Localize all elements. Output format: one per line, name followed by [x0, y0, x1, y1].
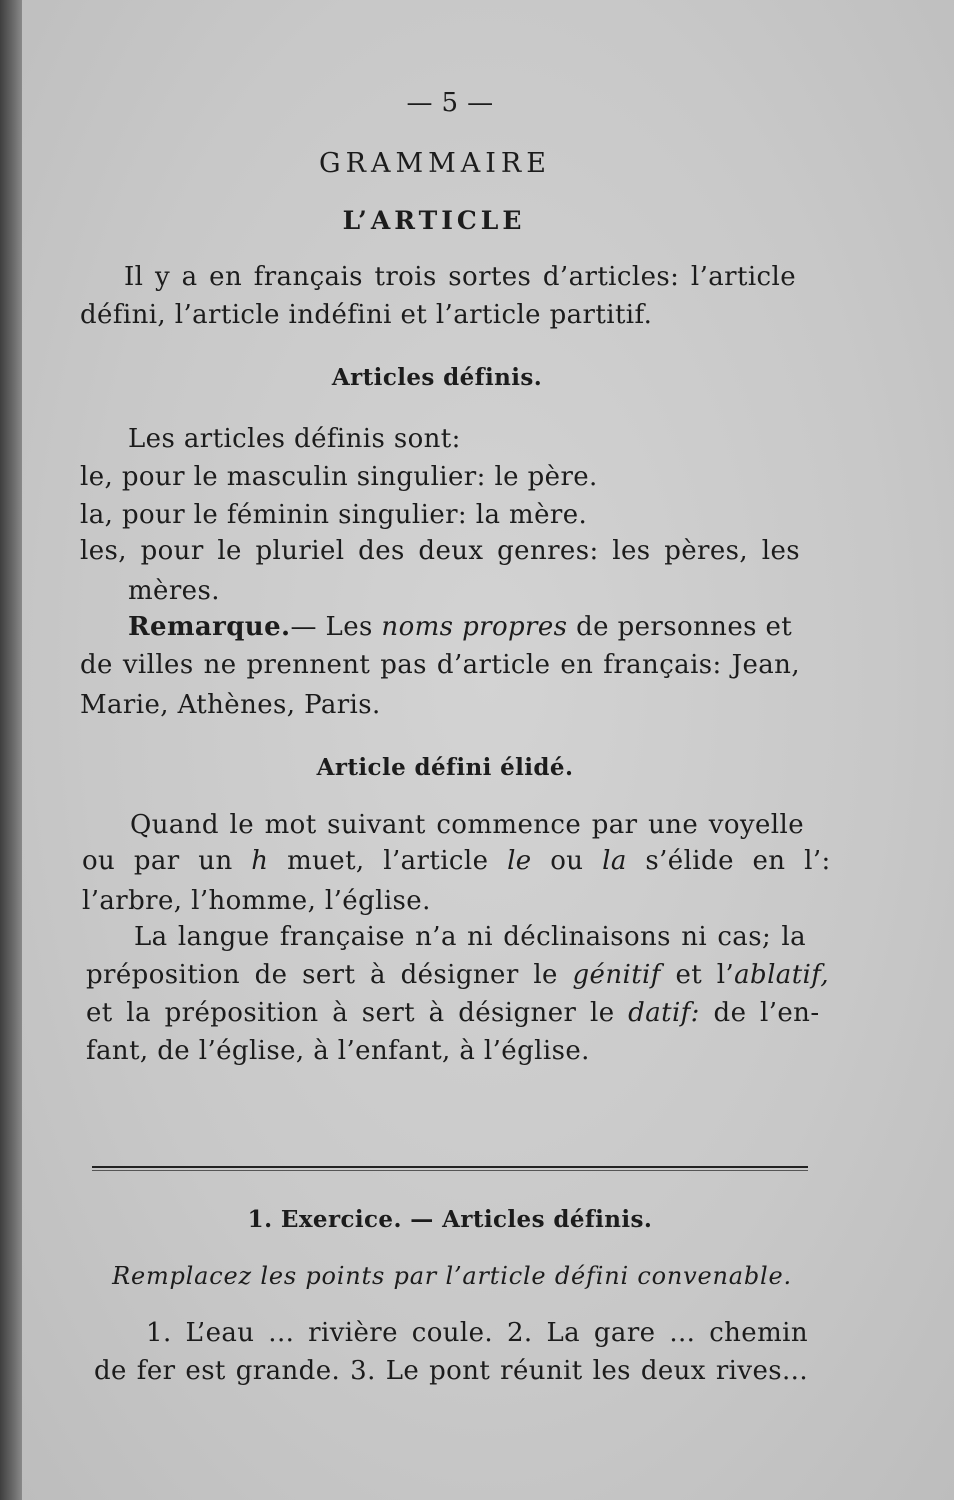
page-number: — 5 — — [406, 88, 494, 118]
exercise-heading: 1. Exercice. — Articles définis. — [247, 1206, 653, 1233]
p2l2-genitif: génitif — [572, 960, 661, 990]
remark-line-2: de villes ne prennent pas d’article en français: Jean, — [80, 650, 800, 680]
elide-p2-line-1: La langue française n’a ni déclinaisons ni cas; la — [134, 922, 806, 952]
exercise-line-1: 1. L’eau ... rivière coule. 2. La gare ... chemin — [146, 1318, 808, 1348]
chapter-title: GRAMMAIRE — [319, 148, 551, 179]
elide-p2-line-2 — [86, 960, 829, 990]
elide-p1-line-3: l’arbre, l’homme, l’église. — [82, 886, 431, 916]
definis-les: les, pour le pluriel des deux genres: les pères, les — [80, 536, 800, 566]
intro-line-2: défini, l’article indéfini et l’article partitif. — [80, 300, 653, 330]
definis-le: le, pour le masculin singulier: le père. — [80, 462, 598, 492]
definis-intro: Les articles définis sont: — [128, 424, 461, 454]
elide-p2-line-4: fant, de l’église, à l’enfant, à l’église. — [86, 1036, 590, 1066]
p2l2-a: préposition de sert à désigner le — [86, 960, 573, 990]
intro-line-1: Il y a en français trois sortes d’articles: l’article — [124, 262, 796, 292]
remark-label: Remarque. — [128, 612, 291, 642]
p2l3-a: et la préposition à sert à désigner le — [86, 998, 629, 1028]
remark-line-3: Marie, Athènes, Paris. — [80, 690, 381, 720]
section-title: L’ARTICLE — [342, 206, 526, 235]
p2l3-datif: datif: — [628, 998, 700, 1028]
p1l2-d: s’élide en l’: — [626, 846, 831, 876]
p1l2-h: h — [251, 846, 269, 876]
elide-p2-line-3 — [86, 998, 820, 1028]
p2l2-b: et l’ — [660, 960, 735, 990]
p1l2-a: ou par un — [82, 846, 252, 876]
remark-text-c: de personnes et — [567, 612, 793, 642]
heading-article-elide: Article défini élidé. — [316, 754, 574, 781]
exercise-line-2: de fer est grande. 3. Le pont réunit les deux rives... — [94, 1356, 808, 1386]
divider-rule-bottom — [92, 1170, 808, 1171]
p2l3-b: de l’en- — [699, 998, 820, 1028]
p1l2-la: la — [602, 846, 627, 876]
divider-rule-top — [92, 1166, 808, 1168]
heading-articles-definis: Articles définis. — [331, 364, 543, 391]
p1l2-b: muet, l’article — [268, 846, 508, 876]
p1l2-le: le — [507, 846, 532, 876]
exercise-instruction: Remplacez les points par l’article défini convenable. — [112, 1262, 792, 1290]
elide-p1-line-2 — [82, 846, 831, 876]
elide-p1-line-1: Quand le mot suivant commence par une voyelle — [130, 810, 804, 840]
remark-italic: noms propres — [381, 612, 568, 642]
p1l2-c: ou — [531, 846, 603, 876]
p2l2-ablatif: ablatif, — [734, 960, 830, 990]
remark-line-1 — [128, 612, 792, 642]
definis-la: la, pour le féminin singulier: la mère. — [80, 500, 588, 530]
remark-text-a: — Les — [290, 612, 382, 642]
definis-les-cont: mères. — [128, 576, 220, 606]
